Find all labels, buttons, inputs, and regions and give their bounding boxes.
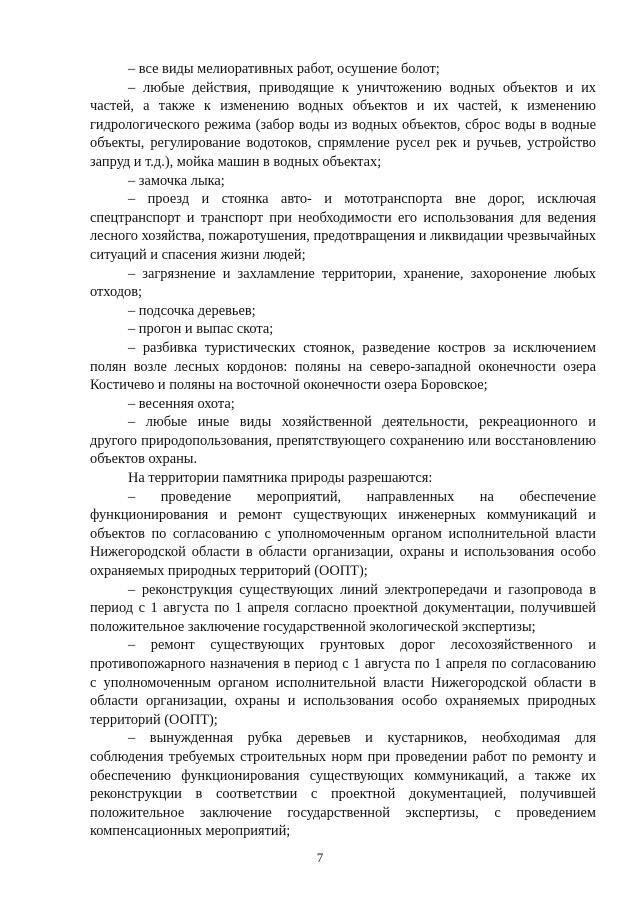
- paragraph-12: – проведение мероприятий, направленных на обеспечение функционирования и ремонт существующих инженерных коммуникаций и объектов по согласованию с уполномоченным органом исполнительной власти Нижегородской области в области организации, охраны и использования особо охраняемых природных территорий (ООПТ);: [90, 488, 596, 580]
- paragraph-1: – все виды мелиоративных работ, осушение болот;: [128, 61, 440, 77]
- page-number: 7: [316, 850, 324, 865]
- paragraph-4: – проезд и стоянка авто- и мототранспорта вне дорог, исключая спецтранспорт и транспорт при необходимости его использования для ведения лесного хозяйства, пожаротушения, предотвращения и ликвидации чрезвычайных ситуаций и спасения жизни людей;: [90, 191, 596, 263]
- paragraph-13: – реконструкция существующих линий электропередачи и газопровода в период с 1 августа по 1 апреля согласно проектной документации, получившей положительное заключение государственной экологической экспертизы;: [90, 581, 596, 635]
- paragraph-14: – ремонт существующих грунтовых дорог лесохозяйственного и противопожарного назначения в период с 1 августа по 1 апреля по согласованию с уполномоченным органом исполнительной власти Нижегородской области в области организации, охраны и использования особо охраняемых природных территорий (ООПТ);: [90, 637, 596, 728]
- paragraph-15: – вынужденная рубка деревьев и кустарников, необходимая для соблюдения требуемых строительных норм при проведении работ по ремонту и обеспечению функционирования существующих коммуникаций, а также их реконструкции в соответствии с проектной документацией, получившей положительное заключение государственной экспертизы, с проведением компенсационных мероприятий;: [90, 730, 596, 840]
- paragraph-11: На территории памятника природы разрешаются:: [128, 470, 433, 487]
- document-body: [90, 60, 596, 841]
- paragraph-7: – прогон и выпас скота;: [128, 321, 274, 338]
- paragraph-10: – любые иные виды хозяйственной деятельности, рекреационного и другого природопользования, препятствующего сохранению или восстановлению объектов охраны.: [90, 414, 596, 468]
- paragraph-6: – подсочка деревьев;: [128, 302, 256, 319]
- paragraph-5: – загрязнение и захламление территории, хранение, захоронение любых отходов;: [90, 265, 596, 301]
- paragraph-8: – разбивка туристических стоянок, разведение костров за исключением полян возле лесных кордонов: поляны на северо-западной оконечности озера Костичево и поляны на восточной оконечности озера Боровское;: [90, 339, 596, 394]
- paragraph-2: – любые действия, приводящие к уничтожению водных объектов и их частей, а также к изменению водных объектов и их частей, к изменению гидрологического режима (забор воды из водных объектов, сброс воды в водные объекты, регулирование водотоков, спрямление русел рек и ручьев, устройство запруд и т.д.), мойка машин в водных объектах;: [90, 79, 596, 170]
- paragraph-3: – замочка лыка;: [128, 172, 225, 189]
- paragraph-9: – весенняя охота;: [128, 395, 235, 412]
